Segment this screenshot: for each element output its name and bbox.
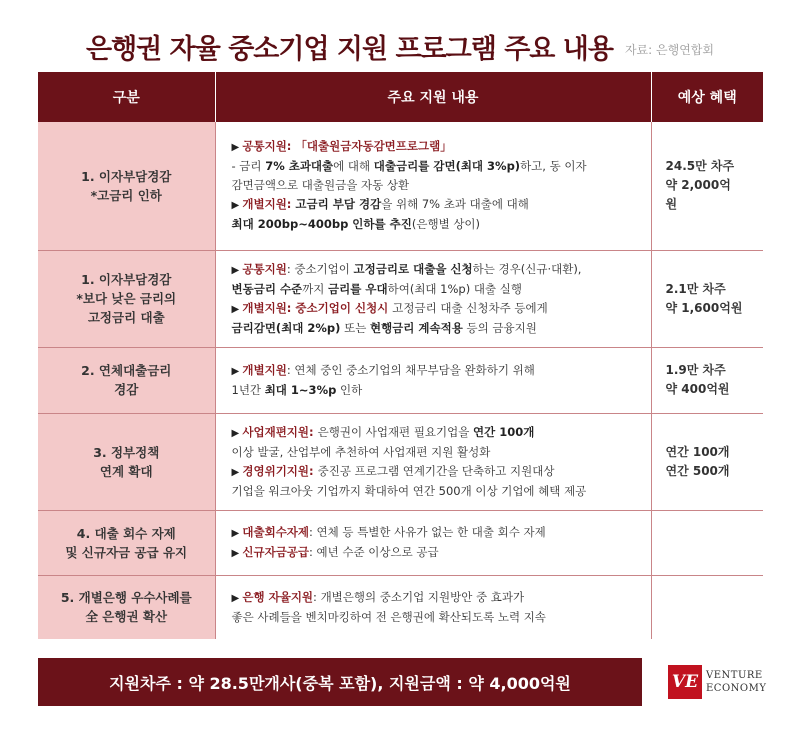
bold-text: 금리를 우대 xyxy=(328,281,388,296)
content-line xyxy=(232,280,643,299)
content-line xyxy=(232,543,643,563)
column-header-benefit: 예상 혜택 xyxy=(651,72,763,122)
content-line xyxy=(232,443,643,462)
category-cell xyxy=(38,510,215,575)
content-line xyxy=(232,462,643,482)
table-row xyxy=(38,250,763,347)
category-line: *보다 낮은 금리의 xyxy=(76,291,177,306)
bold-text: 고정금리로 대출을 신청 xyxy=(353,261,473,276)
category-cell xyxy=(38,575,215,639)
category-line: *고금리 인하 xyxy=(90,187,162,203)
category-line: 5. 개별은행 우수사례를 xyxy=(60,590,192,606)
category-cell xyxy=(38,347,215,413)
benefit-cell xyxy=(651,122,763,250)
content-line xyxy=(232,361,643,381)
plain-text: - 금리 xyxy=(231,159,266,174)
table-row xyxy=(38,510,763,575)
content-line xyxy=(232,381,643,400)
content-line xyxy=(232,215,643,234)
bold-text: 최대 1~3%p xyxy=(264,382,337,397)
content-line xyxy=(232,608,643,627)
plain-text: (은행별 상이) xyxy=(411,217,481,232)
category-cell xyxy=(38,122,215,250)
plain-text: 은행권이 사업재편 필요기업을 xyxy=(317,424,474,439)
content-cell xyxy=(215,122,651,250)
table-row xyxy=(38,122,763,250)
bold-text: 대출금리를 감면(최대 3%p) xyxy=(373,159,521,174)
triangle-right-icon: ▶ xyxy=(231,592,243,604)
plain-text: 기업을 워크아웃 기업까지 확대하여 연간 500개 이상 기업에 혜택 제공 xyxy=(231,483,587,498)
logo-line-1: VENTURE xyxy=(706,670,763,681)
source-note: 자료: 은행연합회 xyxy=(624,43,714,57)
plain-text: 등의 금융지원 xyxy=(462,320,537,335)
content-cell xyxy=(215,575,651,639)
bold-text: 연간 100개 xyxy=(473,424,535,439)
category-line: 1. 이자부담경감 xyxy=(81,272,172,287)
plain-text: 또는 xyxy=(340,320,370,335)
triangle-right-icon: ▶ xyxy=(231,527,243,539)
content-cell xyxy=(215,413,651,510)
table-header-row xyxy=(38,72,763,122)
table-row xyxy=(38,347,763,413)
content-line xyxy=(232,523,643,543)
benefit-line: 원 xyxy=(665,197,678,212)
logo-line-2: ECONOMY xyxy=(706,683,767,694)
benefit-line: 2.1만 차주 xyxy=(665,281,726,296)
plain-text: : 중소기업이 xyxy=(286,261,354,276)
content-cell xyxy=(215,510,651,575)
benefit-cell xyxy=(651,347,763,413)
logo-mark: VE xyxy=(668,665,702,699)
bold-text: 금리감면(최대 2%p) xyxy=(231,320,341,335)
support-type-label: 공통지원 xyxy=(242,261,287,276)
benefit-cell xyxy=(651,510,763,575)
category-line: 全 은행권 확산 xyxy=(85,609,168,625)
category-line: 4. 대출 회수 자제 xyxy=(76,525,176,541)
triangle-right-icon: ▶ xyxy=(231,264,243,276)
plain-text: 이상 발굴, 산업부에 추천하여 사업재편 지원 활성화 xyxy=(231,444,491,459)
content-line xyxy=(232,157,643,176)
plain-text: 좋은 사례들을 벤치마킹하여 전 은행권에 확산되도록 노력 지속 xyxy=(231,609,546,624)
support-type-label: 개별지원: 중소기업이 신청시 xyxy=(242,300,393,315)
triangle-right-icon: ▶ xyxy=(231,365,243,377)
page-title: 은행권 자율 중소기업 지원 프로그램 주요 내용 xyxy=(86,34,613,65)
benefit-line: 연간 500개 xyxy=(665,463,730,478)
category-line: 경감 xyxy=(114,382,139,397)
support-type-label: 개별지원: xyxy=(242,197,296,212)
logo-wordmark xyxy=(706,669,766,695)
triangle-right-icon: ▶ xyxy=(231,427,243,439)
content-cell xyxy=(215,347,651,413)
plain-text: 까지 xyxy=(302,281,329,296)
content-line xyxy=(232,319,643,338)
plain-text: 중진공 프로그램 연계기간을 단축하고 지원대상 xyxy=(317,463,555,478)
category-line: 1. 이자부담경감 xyxy=(81,168,172,184)
summary-bar: 지원차주 : 약 28.5만개사(중복 포함), 지원금액 : 약 4,000억원 xyxy=(38,658,642,706)
content-line xyxy=(232,195,643,215)
plain-text: 하는 경우(신규·대환), xyxy=(472,261,582,276)
support-type-label: 사업재편지원: xyxy=(242,424,318,439)
triangle-right-icon: ▶ xyxy=(231,200,243,212)
content-cell xyxy=(215,250,651,347)
category-line: 연계 확대 xyxy=(99,463,153,479)
support-type-label: 경영위기지원: xyxy=(242,463,318,478)
venture-economy-logo xyxy=(668,664,768,700)
support-type-label: 공통지원: 「대출원금자동감면프로그램」 xyxy=(242,139,452,154)
table-body xyxy=(38,122,763,639)
table-row xyxy=(38,575,763,639)
support-type-label: 개별지원 xyxy=(242,362,287,377)
plain-text: 고정금리 대출 신청차주 등에게 xyxy=(392,300,548,315)
benefit-line: 1.9만 차주 xyxy=(665,363,726,377)
triangle-right-icon: ▶ xyxy=(231,142,243,154)
content-line xyxy=(232,423,643,443)
support-type-label: 신규자금공급 xyxy=(242,544,310,559)
content-line xyxy=(232,482,643,501)
plain-text: : 예년 수준 이상으로 공급 xyxy=(309,544,439,559)
plain-text: 에 대해 xyxy=(333,159,374,174)
table-row xyxy=(38,413,763,510)
plain-text: : 연체 등 특별한 사유가 없는 한 대출 회수 자제 xyxy=(309,524,546,539)
category-line: 및 신규자금 공급 유지 xyxy=(65,544,188,560)
bold-text: 7% 초과대출 xyxy=(265,159,334,174)
bold-text: 최대 200bp∼400bp 인하를 추진 xyxy=(231,217,412,232)
benefit-cell xyxy=(651,575,763,639)
benefit-cell xyxy=(651,413,763,510)
category-cell xyxy=(38,250,215,347)
content-line xyxy=(232,176,643,195)
column-header-category: 구분 xyxy=(38,72,215,122)
benefit-line: 약 400억원 xyxy=(665,382,730,396)
content-line xyxy=(232,299,643,319)
triangle-right-icon: ▶ xyxy=(231,466,243,478)
column-header-content: 주요 지원 내용 xyxy=(215,72,651,122)
plain-text: : 개별은행의 중소기업 지원방안 중 효과가 xyxy=(313,589,525,604)
triangle-right-icon: ▶ xyxy=(231,547,243,559)
benefit-line: 약 1,600억원 xyxy=(665,300,743,315)
bold-text: 변동금리 수준 xyxy=(231,281,303,296)
category-line: 고정금리 대출 xyxy=(87,310,165,325)
benefit-line: 약 2,000억 xyxy=(665,178,731,193)
plain-text: 하여(최대 1%p) 대출 실행 xyxy=(387,281,522,296)
category-cell xyxy=(38,413,215,510)
plain-text: 감면금액으로 대출원금을 자동 상환 xyxy=(231,178,410,193)
benefit-line: 24.5만 차주 xyxy=(665,159,735,174)
content-line xyxy=(232,260,643,280)
plain-text: 인하 xyxy=(336,382,363,397)
bold-text: 고금리 부담 경감 xyxy=(295,197,382,212)
category-line: 3. 정부정책 xyxy=(93,444,160,460)
category-line: 2. 연체대출금리 xyxy=(81,363,172,378)
benefit-cell xyxy=(651,250,763,347)
support-type-label: 은행 자율지원 xyxy=(242,589,314,604)
benefit-line: 연간 100개 xyxy=(665,444,730,459)
header xyxy=(0,22,800,66)
program-table xyxy=(38,72,763,639)
content-line xyxy=(232,588,643,608)
plain-text: : 연체 중인 중소기업의 채무부담을 완화하기 위해 xyxy=(286,362,535,377)
plain-text: 을 위해 7% 초과 대출에 대해 xyxy=(381,197,529,212)
content-line xyxy=(232,137,643,157)
support-type-label: 대출회수자제 xyxy=(242,524,310,539)
bold-text: 현행금리 계속적용 xyxy=(369,320,463,335)
plain-text: 하고, 동 이자 xyxy=(520,159,587,174)
plain-text: 1년간 xyxy=(231,382,265,397)
triangle-right-icon: ▶ xyxy=(231,303,243,315)
